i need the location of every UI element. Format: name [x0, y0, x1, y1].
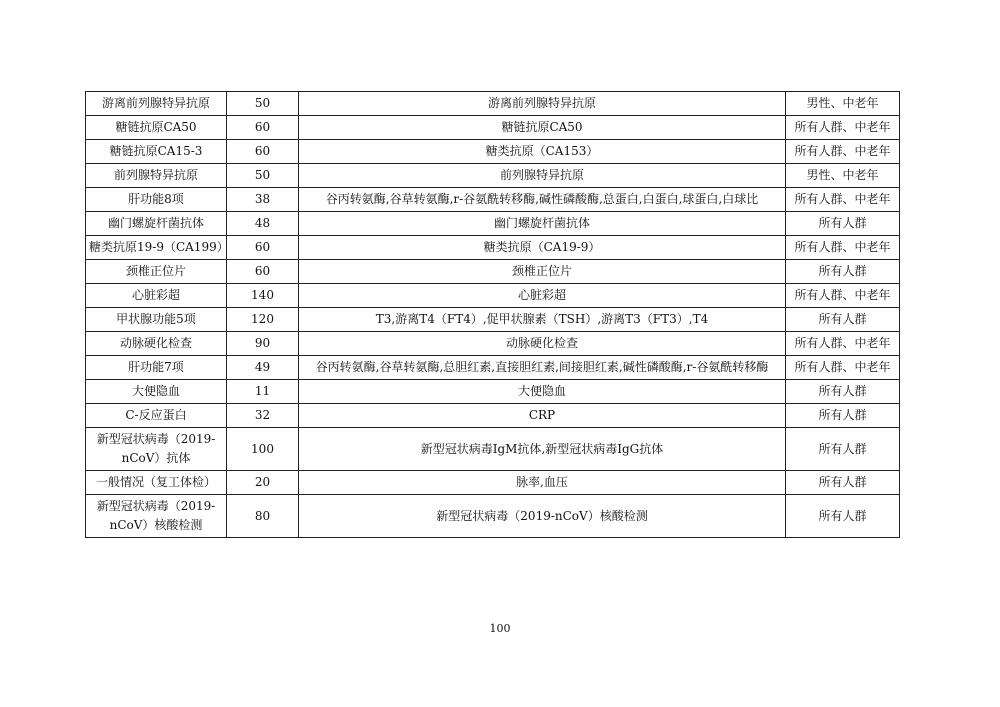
- exam-items-table: [85, 91, 900, 538]
- item-target-cell: 所有人群、中老年: [786, 236, 900, 260]
- item-content-cell: 糖链抗原CA50: [299, 116, 786, 140]
- item-content-cell: 大便隐血: [299, 380, 786, 404]
- item-name-cell: 幽门螺旋杆菌抗体: [86, 212, 227, 236]
- table-row: [86, 260, 900, 284]
- item-target-cell: 男性、中老年: [786, 92, 900, 116]
- item-target-cell: 所有人群: [786, 404, 900, 428]
- item-target-cell: 所有人群: [786, 495, 900, 538]
- item-name-cell: 前列腺特异抗原: [86, 164, 227, 188]
- item-target-cell: 所有人群: [786, 260, 900, 284]
- item-price-cell: 48: [227, 212, 299, 236]
- item-target-cell: 所有人群、中老年: [786, 140, 900, 164]
- item-price-cell: 60: [227, 116, 299, 140]
- item-target-cell: 所有人群: [786, 471, 900, 495]
- table-row: [86, 308, 900, 332]
- item-target-cell: 所有人群: [786, 308, 900, 332]
- item-name-cell: 动脉硬化检查: [86, 332, 227, 356]
- item-content-cell: 心脏彩超: [299, 284, 786, 308]
- item-content-cell: 脉率,血压: [299, 471, 786, 495]
- item-name-cell: 肝功能7项: [86, 356, 227, 380]
- table-row: [86, 380, 900, 404]
- item-price-cell: 60: [227, 236, 299, 260]
- item-name-cell: 甲状腺功能5项: [86, 308, 227, 332]
- item-content-cell: T3,游离T4（FT4）,促甲状腺素（TSH）,游离T3（FT3）,T4: [299, 308, 786, 332]
- item-price-cell: 90: [227, 332, 299, 356]
- table-row: [86, 164, 900, 188]
- item-name-cell: 新型冠状病毒（2019-nCoV）核酸检测: [86, 495, 227, 538]
- item-content-cell: 游离前列腺特异抗原: [299, 92, 786, 116]
- item-name-cell: 一般情况（复工体检）: [86, 471, 227, 495]
- table-row: [86, 332, 900, 356]
- item-content-cell: 前列腺特异抗原: [299, 164, 786, 188]
- item-price-cell: 80: [227, 495, 299, 538]
- item-content-cell: 新型冠状病毒（2019-nCoV）核酸检测: [299, 495, 786, 538]
- item-price-cell: 60: [227, 260, 299, 284]
- item-target-cell: 所有人群: [786, 380, 900, 404]
- item-content-cell: 糖类抗原（CA19-9）: [299, 236, 786, 260]
- item-price-cell: 50: [227, 92, 299, 116]
- item-name-cell: 大便隐血: [86, 380, 227, 404]
- item-price-cell: 20: [227, 471, 299, 495]
- item-price-cell: 140: [227, 284, 299, 308]
- item-target-cell: 所有人群、中老年: [786, 188, 900, 212]
- page-number: 100: [489, 622, 511, 635]
- item-target-cell: 所有人群: [786, 212, 900, 236]
- item-name-cell: 肝功能8项: [86, 188, 227, 212]
- item-name-cell: C-反应蛋白: [86, 404, 227, 428]
- item-target-cell: 所有人群、中老年: [786, 116, 900, 140]
- item-price-cell: 32: [227, 404, 299, 428]
- item-name-cell: 颈椎正位片: [86, 260, 227, 284]
- item-name-cell: 新型冠状病毒（2019-nCoV）抗体: [86, 428, 227, 471]
- item-content-cell: 糖类抗原（CA153）: [299, 140, 786, 164]
- item-content-cell: 幽门螺旋杆菌抗体: [299, 212, 786, 236]
- table-row: [86, 116, 900, 140]
- item-name-cell: 糖类抗原19-9（CA199）: [86, 236, 227, 260]
- table-row: [86, 356, 900, 380]
- table-row: [86, 404, 900, 428]
- item-price-cell: 100: [227, 428, 299, 471]
- item-name-cell: 游离前列腺特异抗原: [86, 92, 227, 116]
- table-row: [86, 140, 900, 164]
- item-target-cell: 所有人群、中老年: [786, 332, 900, 356]
- item-content-cell: 新型冠状病毒IgM抗体,新型冠状病毒IgG抗体: [299, 428, 786, 471]
- table-row: [86, 284, 900, 308]
- item-content-cell: 动脉硬化检查: [299, 332, 786, 356]
- item-content-cell: 谷丙转氨酶,谷草转氨酶,总胆红素,直接胆红素,间接胆红素,碱性磷酸酶,r-谷氨酰转移酶: [299, 356, 786, 380]
- item-price-cell: 60: [227, 140, 299, 164]
- item-name-cell: 糖链抗原CA15-3: [86, 140, 227, 164]
- table-row: [86, 188, 900, 212]
- table-row: [86, 236, 900, 260]
- item-price-cell: 49: [227, 356, 299, 380]
- item-target-cell: 男性、中老年: [786, 164, 900, 188]
- table-row: [86, 428, 900, 471]
- item-price-cell: 11: [227, 380, 299, 404]
- item-name-cell: 心脏彩超: [86, 284, 227, 308]
- item-content-cell: CRP: [299, 404, 786, 428]
- table-row: [86, 212, 900, 236]
- item-price-cell: 120: [227, 308, 299, 332]
- table-row: [86, 495, 900, 538]
- item-content-cell: 颈椎正位片: [299, 260, 786, 284]
- item-price-cell: 50: [227, 164, 299, 188]
- item-target-cell: 所有人群: [786, 428, 900, 471]
- item-name-cell: 糖链抗原CA50: [86, 116, 227, 140]
- item-content-cell: 谷丙转氨酶,谷草转氨酶,r-谷氨酰转移酶,碱性磷酸酶,总蛋白,白蛋白,球蛋白,白球比: [299, 188, 786, 212]
- item-target-cell: 所有人群、中老年: [786, 284, 900, 308]
- item-target-cell: 所有人群、中老年: [786, 356, 900, 380]
- item-price-cell: 38: [227, 188, 299, 212]
- table-row: [86, 471, 900, 495]
- table-row: [86, 92, 900, 116]
